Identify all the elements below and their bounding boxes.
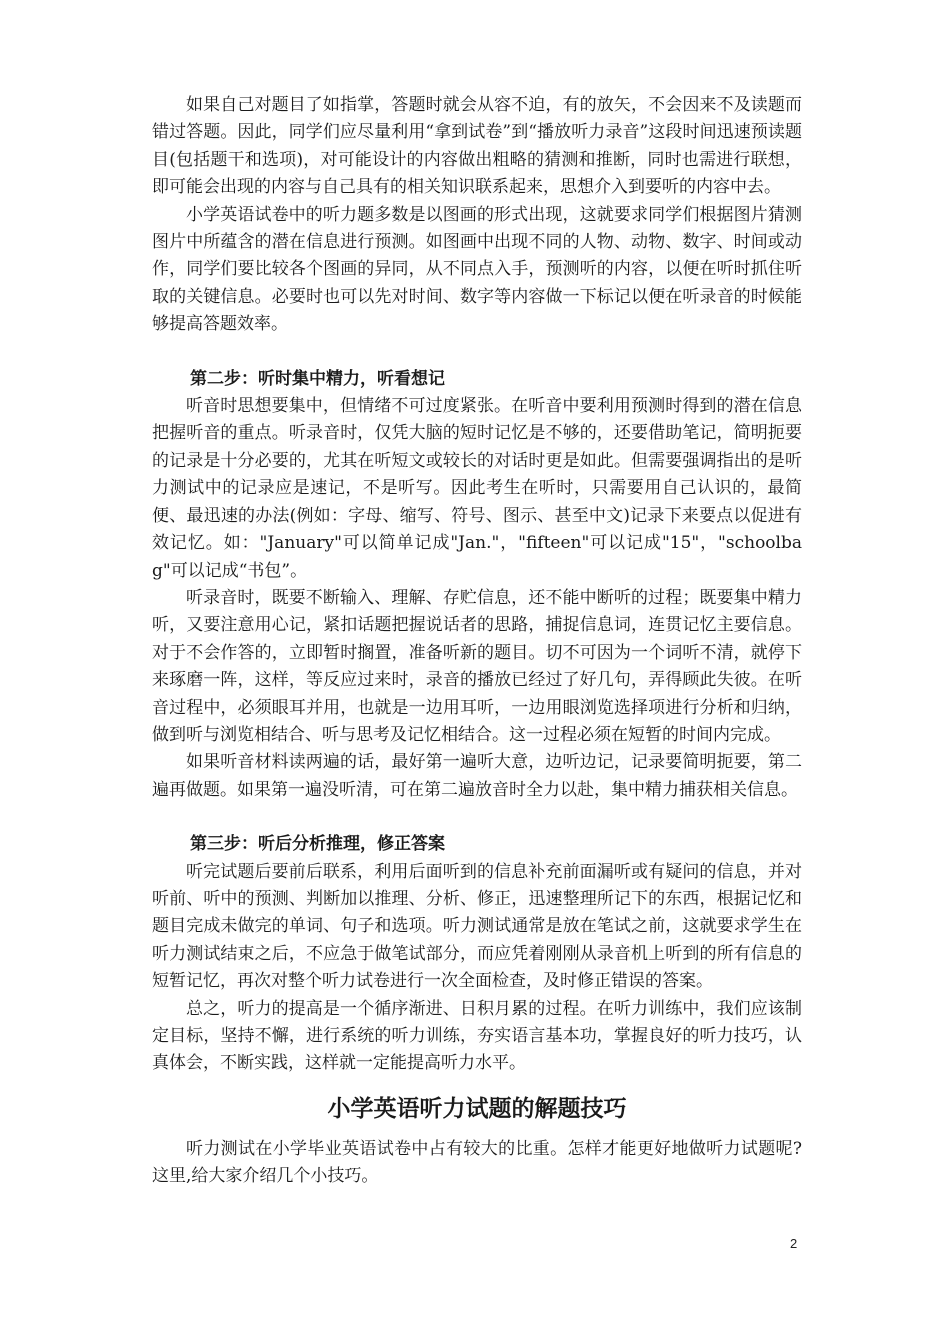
paragraph: 如果自己对题目了如指掌，答题时就会从容不迫，有的放矢，不会因来不及读题而错过答题。因此，同学们应尽量利用“拿到试卷”到“播放听力录音”这段时间迅速预读题目(包括题干和选项)，对可能设计的内容做出粗略的猜测和推断，同时也需进行联想，即可能会出现的内容与自己具有的相关知识联系起来，思想介入到要听的内容中去。 bbox=[152, 95, 802, 198]
step3-heading: 第三步：听后分析推理，修正答案 bbox=[190, 834, 445, 855]
page-number: 2 bbox=[790, 1236, 798, 1251]
paragraph: 如果听音材料读两遍的话，最好第一遍听大意，边听边记，记录要简明扼要，第二遍再做题。如果第一遍没听清，可在第二遍放音时全力以赴，集中精力捕获相关信息。 bbox=[152, 752, 802, 800]
spacer bbox=[152, 804, 802, 831]
intro-paragraph: 听力测试在小学毕业英语试卷中占有较大的比重。怎样才能更好地做听力试题呢?这里,给大家介绍几个小技巧。 bbox=[152, 1138, 802, 1187]
step2-heading: 第二步：听时集中精力，听看想记 bbox=[190, 368, 445, 389]
spacer bbox=[152, 339, 802, 366]
paragraph: 小学英语试卷中的听力题多数是以图画的形式出现，这就要求同学们根据图片猜测图片中所蕴含的潜在信息进行预测。如图画中出现不同的人物、动物、数字、时间或动作，同学们要比较各个图画的异同，从不同点入手，预测听的内容，以便在听时抓住听取的关键信息。必要时也可以先对时间、数字等内容做一下标记以便在听录音的时候能够提高答题效率。 bbox=[152, 204, 802, 335]
paragraph: 总之，听力的提高是一个循序渐进、日积月累的过程。在听力训练中，我们应该制定目标，坚持不懈，进行系统的听力训练，夯实语言基本功，掌握良好的听力技巧，认真体会，不断实践，这样就一定能提高听力水平。 bbox=[152, 998, 802, 1074]
section-title: 小学英语听力试题的解题技巧 bbox=[327, 1095, 627, 1122]
paragraph: 听音时思想要集中，但情绪不可过度紧张。在听音中要利用预测时得到的潜在信息把握听音的重点。听录音时，仅凭大脑的短时记忆是不够的，还要借助笔记，简明扼要的记录是十分必要的，尤其在听短文或较长的对话时更是如此。但需要强调指出的是听力测试中的记录应是速记，不是听写。因此考生在听时，只需要用自己认识的，最简便、最迅速的办法(例如：字母、缩写、符号、图示、甚至中文)记录下来要点以促进有效记忆。如："January"可以简单记成"Jan."，"fifteen"可以记成"15"，"schoolbag"可以记成“书包”。 bbox=[152, 396, 802, 581]
paragraph: 听完试题后要前后联系，利用后面听到的信息补充前面漏听或有疑问的信息，并对听前、听中的预测、判断加以推理、分析、修正，迅速整理所记下的东西，根据记忆和题目完成未做完的单词、句子和选项。听力测试通常是放在笔试之前，这就要求学生在听力测试结束之后，不应急于做笔试部分，而应凭着刚刚从录音机上听到的所有信息的短暂记忆，再次对整个听力试卷进行一次全面检查，及时修正错误的答案。 bbox=[152, 861, 802, 992]
paragraph: 听录音时，既要不断输入、理解、存贮信息，还不能中断听的过程；既要集中精力听，又要注意用心记，紧扣话题把握说话者的思路，捕捉信息词，连贯记忆主要信息。对于不会作答的，立即暂时搁置，准备听新的题目。切不可因为一个词听不清，就停下来琢磨一阵，这样，等反应过来时，录音的播放已经过了好几句，弄得顾此失彼。在听音过程中，必须眼耳并用，也就是一边用耳听，一边用眼浏览选择项进行分析和归纳，做到听与浏览相结合、听与思考及记忆相结合。这一过程必须在短暂的时间内完成。 bbox=[152, 587, 802, 745]
page-content bbox=[152, 92, 802, 1191]
